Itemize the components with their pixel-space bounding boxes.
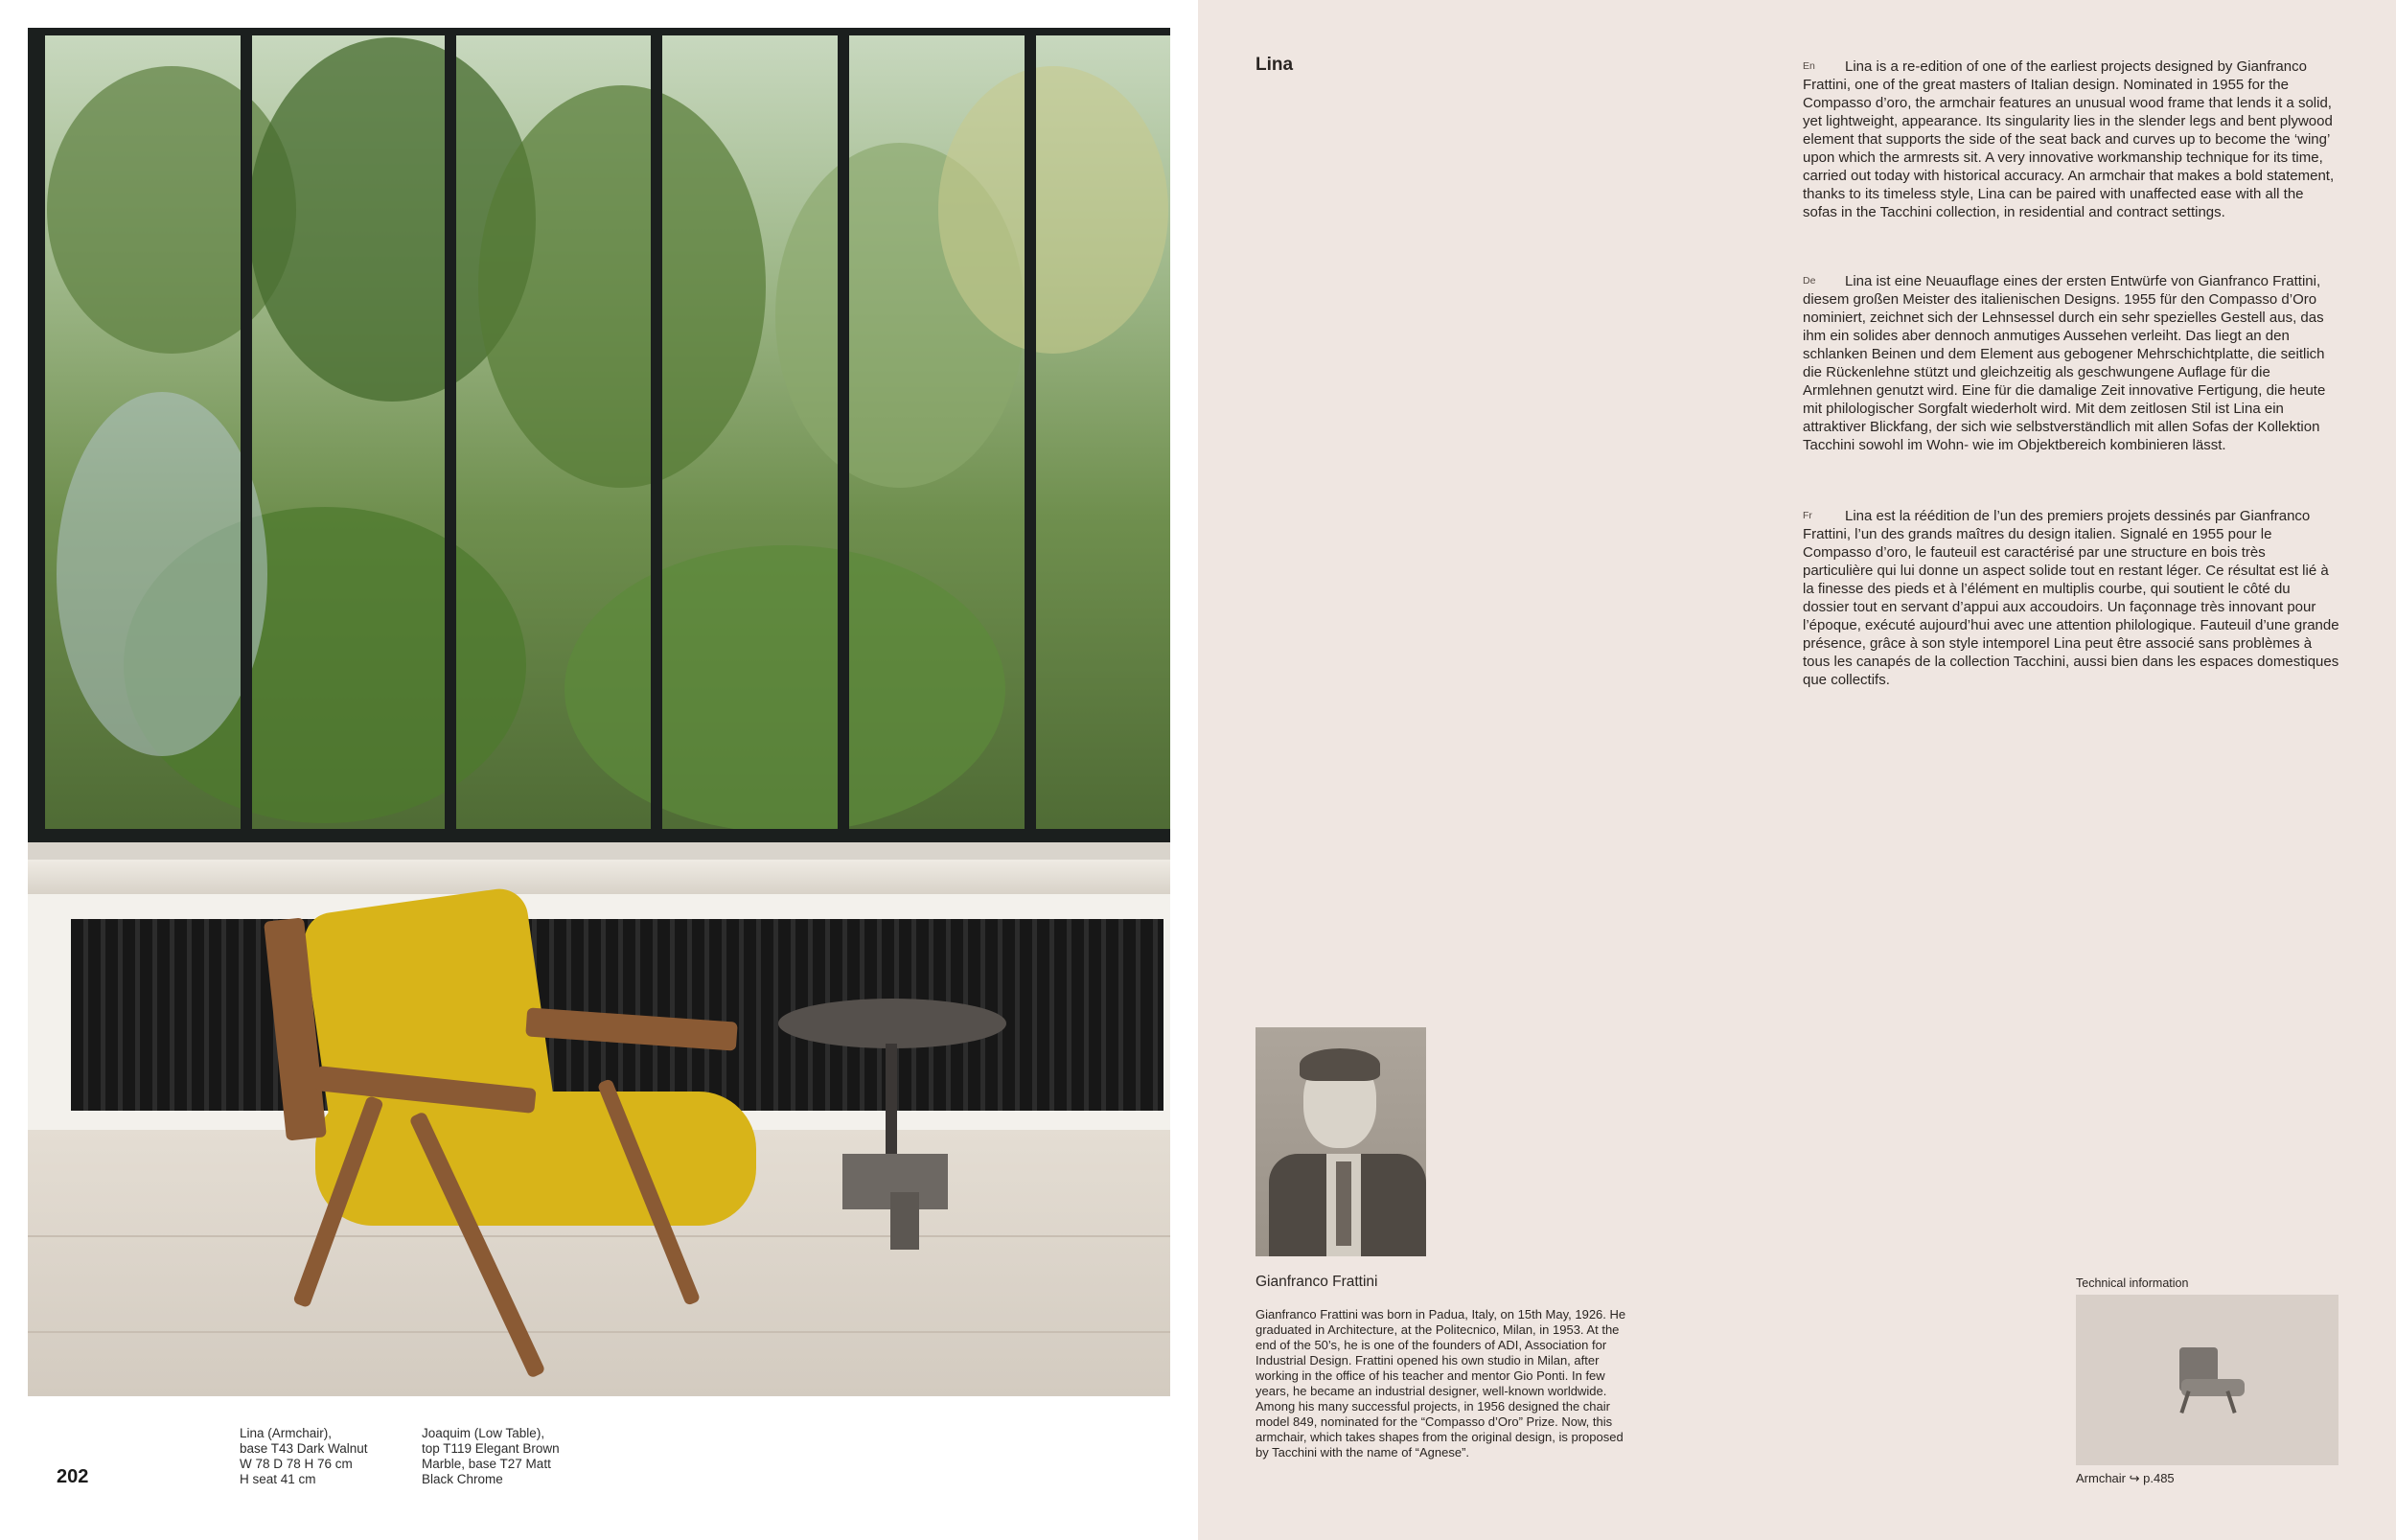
technical-thumbnail [2076, 1295, 2338, 1465]
language-code-en: En [1803, 60, 1815, 72]
low-table-base [890, 1192, 919, 1250]
armchair-caption: Lina (Armchair), base T43 Dark Walnut W 78 D 78 H 76 cm H seat 41 cm [240, 1426, 368, 1486]
page-number: 202 [57, 1466, 89, 1487]
lina-armchair-photo [28, 28, 1170, 1396]
low-table-top [778, 999, 1006, 1048]
description-fr [1803, 507, 2339, 689]
armchair-seat [315, 1092, 756, 1226]
language-code-fr: Fr [1803, 510, 1812, 521]
window-sill [28, 860, 1170, 894]
designer-portrait [1256, 1027, 1426, 1256]
technical-page-reference: Armchair ↪ p.485 [2076, 1471, 2175, 1485]
designer-name: Gianfranco Frattini [1256, 1274, 1378, 1290]
designer-bio: Gianfranco Frattini was born in Padua, Italy, on 15th May, 1926. He graduated in Architecture, at the Politecnico, Milan, in 1953. At the end of the 50’s, he is one of the founders of ADI, Association for Industrial Design. Frattini opened his own studio in Milan, after working in the office of his teacher and mentor Gio Ponti. In few years, he became an industrial designer, well-known worldwide. Among his many successful projects, in 1956 designed the chair model 849, nominated for the “Compasso d’Oro” Prize. Now, this armchair, which takes shapes from the original design, is proposed by Tacchini with the name of “Agnese”. [1256, 1307, 1626, 1460]
description-text-en: Lina is a re-edition of one of the earliest projects designed by Gianfranco Frattini, one of the great masters of Italian design. Nominated in 1955 for the Compasso d’oro, the armchair features an unusual wood frame that lends it a solid, yet lightweight, appearance. Its singularity lies in the slender legs and bent plywood element that supports the side of the seat back and curves up to become the ‘wing’ upon which the armrests sit. A very innovative workmanship technique for its time, carried out today with historical accuracy. An armchair that makes a bold statement, thanks to its timeless style, Lina can be paired with unaffected ease with all the sofas in the Tacchini collection, in residential and contract settings. [1803, 58, 2335, 220]
description-de [1803, 272, 2339, 454]
description-text-fr: Lina est la réédition de l’un des premiers projets dessinés par Gianfranco Frattini, l’un des grands maîtres du design italien. Signalé en 1955 pour le Compasso d’oro, le fauteuil est caractérisé par une structure en bois très particulière qui lui donne un aspect solide tout en restant léger. Ce résultat est lié à la finesse des pieds et à l’élément en multiplis courbe, qui soutient le côté du dossier tout en servant d’appui aux accoudoirs. Un façonnage très innovant pour l’époque, exécuté aujourd’hui avec une attention philologique. Fauteuil d’une grande présence, grâce à son style intemporel Lina peut être associé sans problèmes à tous les canapés de la collection Tacchini, aussi bien dans les espaces domestiques que collectifs. [1803, 508, 2339, 688]
description-text-de: Lina ist eine Neuauflage eines der ersten Entwürfe von Gianfranco Frattini, diesem großen Meister des italienischen Designs. 1955 für den Compasso d’Oro nominiert, zeichnet sich der Lehnsessel durch ein sehr spezielles Gestell aus, das ihm ein solides aber dennoch anmutiges Aussehen verleiht. Das liegt an den schlanken Beinen und dem Element aus gebogener Mehrschichtplatte, die seitlich die Rückenlehne stützt und gleichzeitig als geschwungene Auflage für die Armlehnen genutzt wird. Eine für die damalige Zeit innovative Fertigung, die heute mit philologischer Sorgfalt wiederholt wird. Mit dem zeitlosen Stil ist Lina ein attraktiver Blickfang, der sich wie selbstverständlich mit allen Sofas der Kollektion Tacchini sowohl im Wohn- wie im Objektbereich kombinieren lässt. [1803, 273, 2326, 453]
technical-information-label: Technical information [2076, 1276, 2189, 1290]
description-en [1803, 57, 2339, 221]
language-code-de: De [1803, 275, 1816, 287]
table-caption: Joaquim (Low Table), top T119 Elegant Brown Marble, base T27 Matt Black Chrome [422, 1426, 560, 1486]
product-title: Lina [1256, 55, 1294, 75]
